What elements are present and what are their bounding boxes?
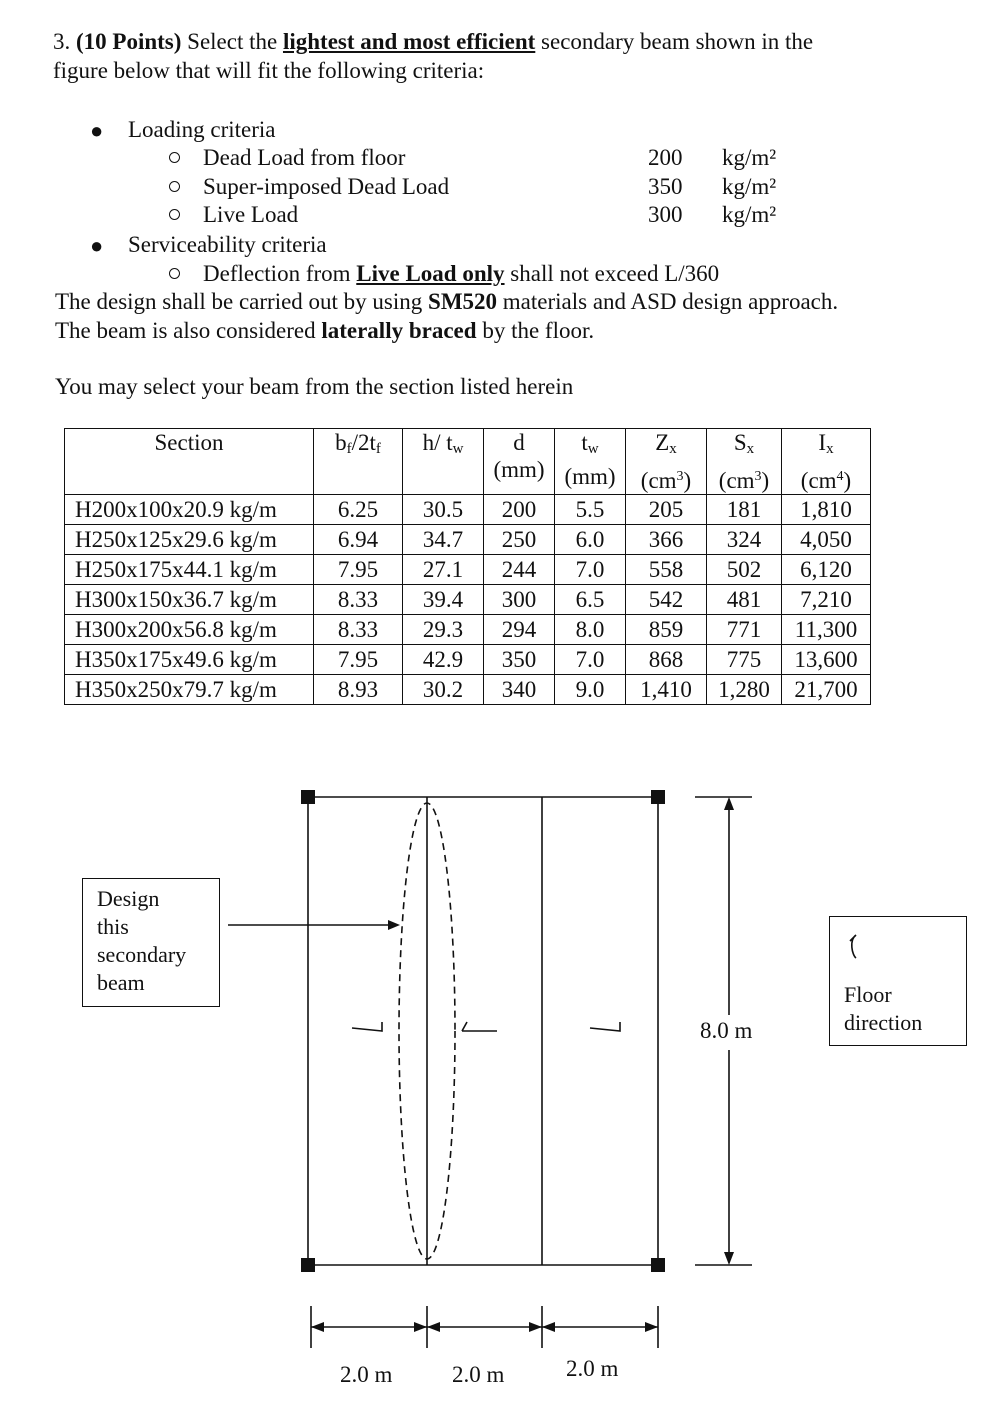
section-table (64, 428, 871, 705)
span-label: 8.0 m (700, 1018, 753, 1043)
arrowhead-icon (724, 1252, 734, 1265)
arrowhead-icon (311, 1322, 324, 1332)
design-line-1: The design shall be carried out by using SM520 materials and ASD design approach. (55, 289, 839, 314)
load-label-live: Live Load (203, 202, 299, 227)
arrowhead-icon (645, 1322, 658, 1332)
load-unit-sidl: kg/m² (722, 174, 777, 199)
question-line-2: figure below that will fit the following criteria: (53, 58, 485, 83)
load-label-sidl: Super-imposed Dead Load (203, 174, 450, 199)
arrowhead-icon (529, 1322, 542, 1332)
serviceability-heading: Serviceability criteria (128, 232, 327, 257)
column-icon (301, 790, 315, 804)
table-header-row (65, 429, 871, 495)
load-value-sidl: 350 (648, 174, 683, 199)
question-emphasis: lightest and most efficient (282, 29, 536, 54)
circle-bullet-icon (169, 181, 180, 192)
bullet-icon: ● (90, 233, 104, 258)
header-ix: $I_x$ $(cm^4)$ (782, 429, 871, 495)
header-zx: $Z_x$ $(cm^3)$ (626, 429, 707, 495)
table-row: H350x175x49.6 kg/m 7.95 42.9 350 7.0 868 775 13,600 (65, 645, 871, 675)
arrowhead-icon (542, 1322, 555, 1332)
question-line-1: 3. (10 Points) Select the lightest and most efficient secondary beam shown in the (53, 29, 814, 54)
table-row: H200x100x20.9 kg/m 6.25 30.5 200 5.5 205 181 1,810 (65, 495, 871, 525)
table-row: H350x250x79.7 kg/m 8.93 30.2 340 9.0 1,410 1,280 21,700 (65, 675, 871, 705)
circle-bullet-icon (169, 209, 180, 220)
circle-bullet-icon (169, 268, 180, 279)
header-tw: $t_w$ (mm) (555, 429, 626, 495)
dim-label-3: 2.0 m (566, 1356, 619, 1381)
header-sx: $S_x$ $(cm^3)$ (707, 429, 782, 495)
header-d: d (mm) (484, 429, 555, 495)
floor-arrow-icon (352, 1022, 382, 1031)
column-icon (651, 790, 665, 804)
floor-framing-figure (0, 760, 1008, 1408)
circle-bullet-icon (169, 152, 180, 163)
floor-arrow-icon (462, 1022, 497, 1031)
load-unit-dead: kg/m² (722, 145, 777, 170)
floor-arrow-icon (590, 1022, 620, 1031)
arrowhead-icon (724, 797, 734, 810)
header-bf-2tf: $b_f/2t_f$ (314, 429, 403, 495)
arrowhead-icon (427, 1322, 440, 1332)
select-instruction: You may select your beam from the section listed herein (55, 374, 574, 399)
header-h-tw: h/ $t_w$ (403, 429, 484, 495)
dim-label-1: 2.0 m (340, 1362, 393, 1387)
bullet-icon: ● (90, 118, 104, 143)
column-icon (651, 1258, 665, 1272)
serviceability-line: Deflection from Live Load only shall not exceed L/360 (203, 261, 720, 286)
load-value-dead: 200 (648, 145, 683, 170)
table-row: H300x150x36.7 kg/m 8.33 39.4 300 6.5 542 481 7,210 (65, 585, 871, 615)
arrowhead-icon (414, 1322, 427, 1332)
load-value-live: 300 (648, 202, 683, 227)
callout-box: Design this secondary beam (82, 878, 220, 1007)
floor-direction-box: Floor direction (829, 916, 967, 1046)
dim-label-2: 2.0 m (452, 1362, 505, 1387)
table-row: H250x175x44.1 kg/m 7.95 27.1 244 7.0 558 502 6,120 (65, 555, 871, 585)
column-icon (301, 1258, 315, 1272)
header-section: Section (65, 429, 314, 495)
table-row: H250x125x29.6 kg/m 6.94 34.7 250 6.0 366 324 4,050 (65, 525, 871, 555)
design-line-2: The beam is also considered laterally braced by the floor. (55, 318, 595, 343)
loading-heading: Loading criteria (128, 117, 276, 142)
arrowhead-icon (388, 920, 400, 930)
load-unit-live: kg/m² (722, 202, 777, 227)
table-row: H300x200x56.8 kg/m 8.33 29.3 294 8.0 859 771 11,300 (65, 615, 871, 645)
load-label-dead: Dead Load from floor (203, 145, 406, 170)
